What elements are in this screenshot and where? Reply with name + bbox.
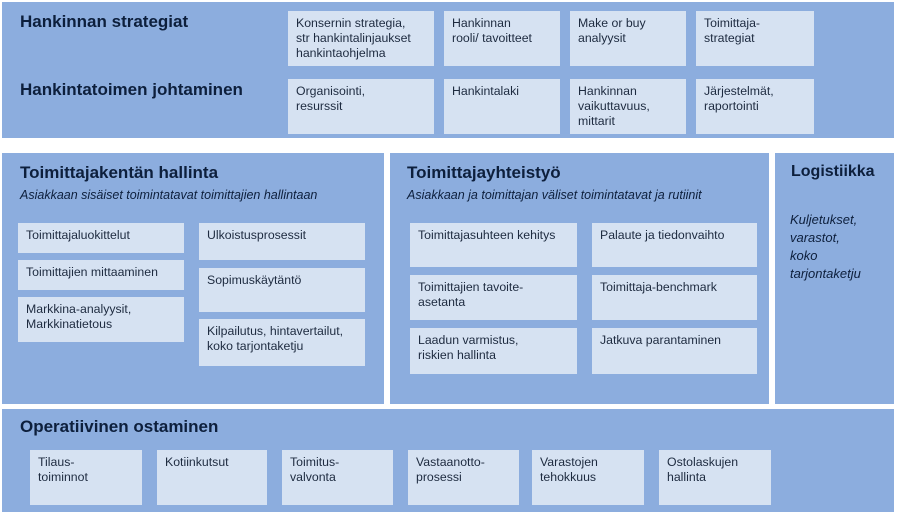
logistics-title: Logistiikka <box>791 163 875 180</box>
supplier-box-6: Kilpailutus, hintavertailut, koko tarjontaketju <box>199 319 365 366</box>
operative-box-5: Varastojen tehokkuus <box>532 450 644 505</box>
management-box-4: Järjestelmät, raportointi <box>696 79 814 134</box>
cooperation-title: Toimittajayhteistyö <box>407 163 561 182</box>
supplier-field-subtitle: Asiakkaan sisäiset toimintatavat toimittajien hallintaan <box>20 188 318 202</box>
management-title: Hankintatoimen johtaminen <box>20 80 243 99</box>
management-box-1: Organisointi, resurssit <box>288 79 434 134</box>
operative-box-4: Vastaanotto- prosessi <box>408 450 519 505</box>
operative-box-6: Ostolaskujen hallinta <box>659 450 771 505</box>
operative-box-1: Tilaus- toiminnot <box>30 450 142 505</box>
strategy-title: Hankinnan strategiat <box>20 12 189 31</box>
supplier-box-2: Toimittajien mittaaminen <box>18 260 184 290</box>
operative-box-3: Toimitus- valvonta <box>282 450 393 505</box>
cooperation-box-1: Toimittajasuhteen kehitys <box>410 223 577 267</box>
strategy-box-1: Konsernin strategia, str hankintalinjaukset hankintaohjelma <box>288 11 434 66</box>
cooperation-box-6: Jatkuva parantaminen <box>592 328 757 374</box>
operative-box-2: Kotiinkutsut <box>157 450 267 505</box>
supplier-box-1: Toimittajaluokittelut <box>18 223 184 253</box>
supplier-field-title: Toimittajakentän hallinta <box>20 163 219 182</box>
management-box-3: Hankinnan vaikuttavuus, mittarit <box>570 79 686 134</box>
supplier-box-3: Markkina-analyysit, Markkinatietous <box>18 297 184 342</box>
supplier-box-5: Sopimuskäytäntö <box>199 268 365 312</box>
cooperation-box-3: Laadun varmistus, riskien hallinta <box>410 328 577 374</box>
strategy-box-2: Hankinnan rooli/ tavoitteet <box>444 11 560 66</box>
logistics-text: Kuljetukset, varastot, koko tarjontaketju <box>790 212 861 281</box>
management-box-2: Hankintalaki <box>444 79 560 134</box>
supplier-box-4: Ulkoistusprosessit <box>199 223 365 260</box>
cooperation-box-4: Palaute ja tiedonvaihto <box>592 223 757 267</box>
cooperation-subtitle: Asiakkaan ja toimittajan väliset toimintatavat ja rutiinit <box>407 188 702 202</box>
cooperation-box-5: Toimittaja-benchmark <box>592 275 757 320</box>
operative-title: Operatiivinen ostaminen <box>20 417 219 436</box>
strategy-box-3: Make or buy analyysit <box>570 11 686 66</box>
cooperation-box-2: Toimittajien tavoite- asetanta <box>410 275 577 320</box>
strategy-box-4: Toimittaja- strategiat <box>696 11 814 66</box>
